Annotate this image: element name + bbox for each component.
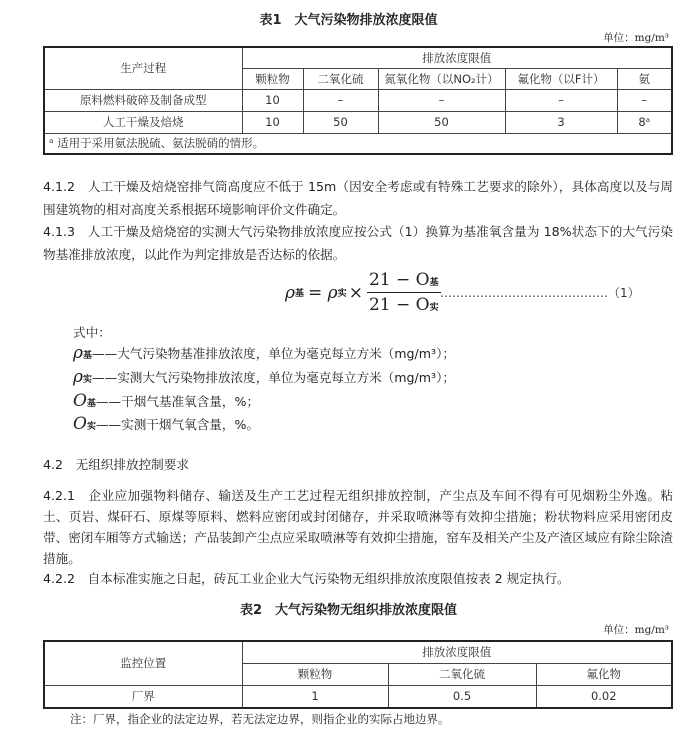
table-row	[44, 685, 672, 708]
formula-number: ……………………………………（1）	[440, 286, 640, 300]
formula-1	[285, 270, 441, 315]
table2-col-header: 二氧化硫	[388, 663, 536, 685]
table1-group-header: 排放浓度限值	[242, 47, 672, 68]
def-symbol: O	[73, 391, 87, 411]
def-text: ——实测大气污染物排放浓度，单位为毫克每立方米（mg/m³）；	[92, 370, 455, 385]
formula-rhs: = ρ	[308, 282, 338, 303]
table1-col-header: 二氧化硫	[303, 68, 378, 89]
process-cell: 原料燃料破碎及制备成型	[44, 89, 242, 111]
value-cell: 3	[505, 111, 617, 133]
formula-denominator-sub: 实	[429, 303, 439, 313]
value-cell: 50	[378, 111, 505, 133]
table1-title: 表1 大气污染物排放浓度限值	[259, 13, 438, 28]
def-sub: 实	[86, 422, 96, 432]
location-cell: 厂界	[44, 685, 242, 708]
table1-col-header: 氨	[617, 68, 672, 89]
table1-footnote: ᵃ 适用于采用氨法脱硫、氨法脱硝的情形。	[44, 133, 672, 154]
def-text: ——大气污染物基准排放浓度，单位为毫克每立方米（mg/m³）；	[92, 346, 455, 361]
formula-lhs-sub: 基	[295, 289, 305, 299]
paragraph-4-1-3: 4.1.3 人工干燥及焙烧窑的实测大气污染物排放浓度应按公式（1）换算为基准氧含量为 18%状态下的大气污染物基准排放浓度，以此作为判定排放是否达标的依据。	[43, 224, 673, 262]
table2	[43, 640, 673, 709]
paragraph-4-2-1: 4.2.1 企业应加强物料储存、输送及生产工艺过程无组织排放控制，产尘点及车间不得有可见烟粉尘外逸。粘土、页岩、煤矸石、原煤等原料、燃料应密闭或封闭储存，并采取喷淋等有效抑尘措施；粉状物料应采用密闭皮带、密闭车厢等方式输送；产品装卸产尘点应采取喷淋等有效抑尘措施，窑车及相关产尘及产渣区域应有除尘除渣措施。	[43, 488, 673, 566]
value-cell: 0.02	[536, 685, 672, 708]
definition-item	[73, 391, 259, 411]
definition-item	[73, 414, 259, 434]
table1-col-header: 氮氧化物（以NO₂计）	[378, 68, 505, 89]
formula-fraction	[367, 270, 441, 315]
value-cell: 50	[303, 111, 378, 133]
def-symbol: O	[73, 414, 87, 434]
formula-denominator: 21 − O	[368, 295, 430, 315]
value-cell: –	[617, 89, 672, 111]
process-cell: 人工干燥及焙烧	[44, 111, 242, 133]
formula-numerator: 21 − O	[368, 270, 430, 290]
def-text: ——实测干烟气氧含量，%。	[95, 417, 260, 432]
where-label: 式中：	[73, 325, 111, 340]
def-sub: 基	[83, 351, 93, 361]
value-cell: –	[378, 89, 505, 111]
value-cell: 10	[242, 111, 303, 133]
table2-group-header: 排放浓度限值	[242, 641, 672, 663]
heading-4-2: 4.2 无组织排放控制要求	[43, 457, 189, 472]
table2-note: 注：厂界，指企业的法定边界，若无法定边界，则指企业的实际占地边界。	[70, 712, 450, 726]
table1-col-header: 颗粒物	[242, 68, 303, 89]
table2-col-header: 氟化物	[536, 663, 672, 685]
table2-col-header: 颗粒物	[242, 663, 388, 685]
value-cell: 10	[242, 89, 303, 111]
value-cell: 0.5	[388, 685, 536, 708]
table2-unit: 单位：mg/m³	[603, 624, 669, 636]
def-sub: 实	[83, 375, 93, 385]
value-cell: –	[505, 89, 617, 111]
formula-numerator-sub: 基	[429, 278, 439, 288]
definition-item	[73, 343, 455, 363]
table2-title: 表2 大气污染物无组织排放浓度限值	[239, 603, 458, 618]
table1-unit: 单位：mg/m³	[603, 32, 669, 44]
table2-row-header: 监控位置	[44, 641, 242, 685]
table1	[43, 46, 673, 155]
table-row	[44, 89, 672, 111]
definition-item	[73, 367, 455, 387]
paragraph-4-2-2: 4.2.2 自本标准实施之日起，砖瓦工业企业大气污染物无组织排放浓度限值按表 2 规定执行。	[43, 571, 570, 586]
def-symbol: ρ	[73, 343, 83, 363]
paragraph-4-1-2: 4.1.2 人工干燥及焙烧窑排气筒高度应不低于 15m（因安全考虑或有特殊工艺要求的除外），具体高度以及与周围建筑物的相对高度关系根据环境影响评价文件确定。	[43, 179, 673, 217]
formula-rhs-sub: 实	[337, 289, 347, 299]
table1-col-header: 氟化物（以F计）	[505, 68, 617, 89]
value-cell: –	[303, 89, 378, 111]
table1-row-header: 生产过程	[44, 47, 242, 89]
value-cell: 8ᵃ	[617, 111, 672, 133]
def-sub: 基	[86, 399, 96, 409]
table-row	[44, 111, 672, 133]
formula-times: ×	[348, 282, 363, 303]
value-cell: 1	[242, 685, 388, 708]
def-text: ——干烟气基准氧含量，%；	[95, 394, 260, 409]
formula-lhs: ρ	[285, 282, 295, 303]
def-symbol: ρ	[73, 367, 83, 387]
